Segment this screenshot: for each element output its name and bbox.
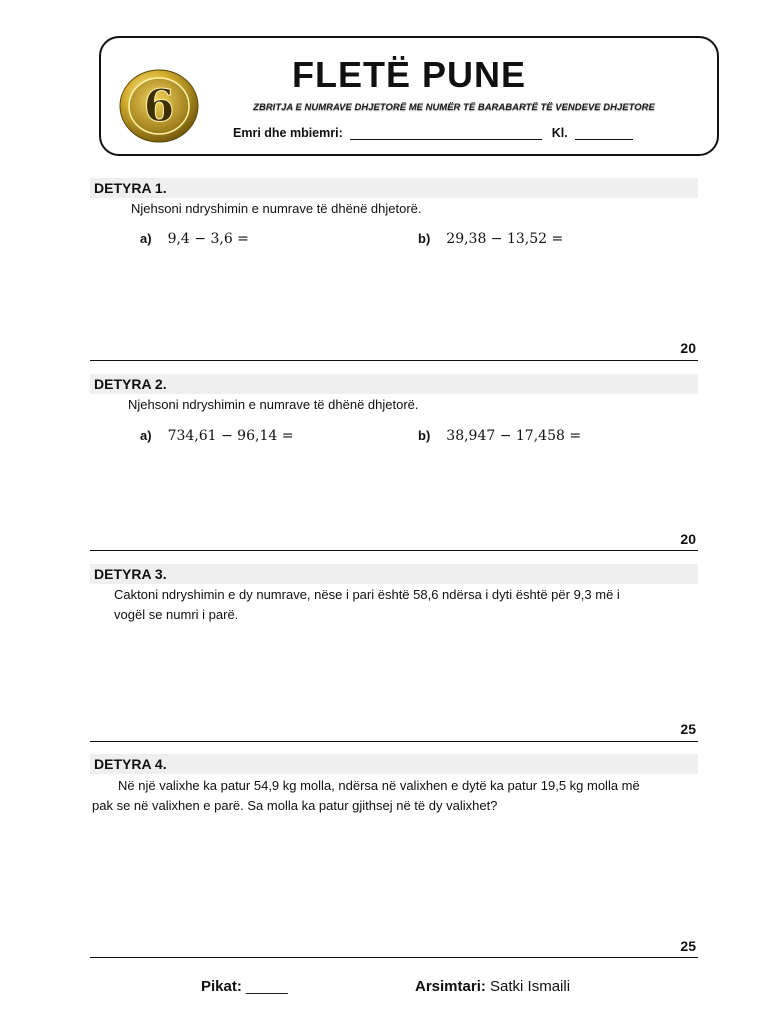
class-label: Kl.: [551, 126, 568, 140]
divider: [90, 550, 698, 551]
task-2-heading: DETYRA 2.: [90, 374, 698, 394]
score-line: [201, 978, 288, 995]
name-label: Emri dhe mbiemri:: [233, 126, 343, 140]
task-4-heading: DETYRA 4.: [90, 754, 698, 774]
task-1-instruction: Njehsoni ndryshimin e numrave të dhënë dhjetorë.: [131, 201, 422, 216]
teacher-label: Arsimtari:: [415, 978, 486, 995]
student-info-line: [233, 126, 633, 140]
divider: [90, 741, 698, 742]
task-2-item-b: b) 38,947 − 17,458 =: [418, 428, 582, 444]
task-3-text-line-1: Caktoni ndryshimin e dy numrave, nëse i pari është 58,6 ndërsa i dyti është për 9,3 më i: [114, 587, 620, 602]
task-3-text-line-2: vogël se numri i parë.: [114, 607, 239, 622]
teacher-line: [415, 978, 570, 995]
task-4-text-line-1: Në një valixhe ka patur 54,9 kg molla, ndërsa në valixhen e dytë ka patur 19,5 kg molla më: [118, 778, 640, 793]
task-2-instruction: Njehsoni ndryshimin e numrave të dhënë dhjetorë.: [128, 397, 419, 412]
divider: [90, 360, 698, 361]
task-2-points: 20: [680, 531, 696, 547]
task-1-item-a: a) 9,4 − 3,6 =: [140, 231, 249, 247]
page-subtitle: ZBRITJA E NUMRAVE DHJETORË ME NUMËR TË BARABARTË TË VENDEVE DHJETORE: [253, 102, 655, 113]
task-3-points: 25: [680, 721, 696, 737]
worksheet-header: [99, 36, 719, 156]
name-field[interactable]: [350, 127, 542, 140]
divider: [90, 957, 698, 958]
task-4-text-line-2: pak se në valixhen e parë. Sa molla ka patur gjithsej në të dy valixhet?: [92, 798, 498, 813]
task-1-points: 20: [680, 340, 696, 356]
task-3-heading: DETYRA 3.: [90, 564, 698, 584]
teacher-name: Satki Ismaili: [490, 978, 571, 995]
task-2-item-a: a) 734,61 − 96,14 =: [140, 428, 294, 444]
score-field[interactable]: _____: [246, 978, 288, 995]
badge-number: 6: [143, 81, 175, 132]
task-4-points: 25: [680, 938, 696, 954]
class-field[interactable]: [575, 127, 633, 140]
task-1-heading: DETYRA 1.: [90, 178, 698, 198]
page-title: FLETË PUNE: [291, 54, 526, 95]
task-1-item-b: b) 29,38 − 13,52 =: [418, 231, 564, 247]
score-label: Pikat:: [201, 978, 242, 995]
